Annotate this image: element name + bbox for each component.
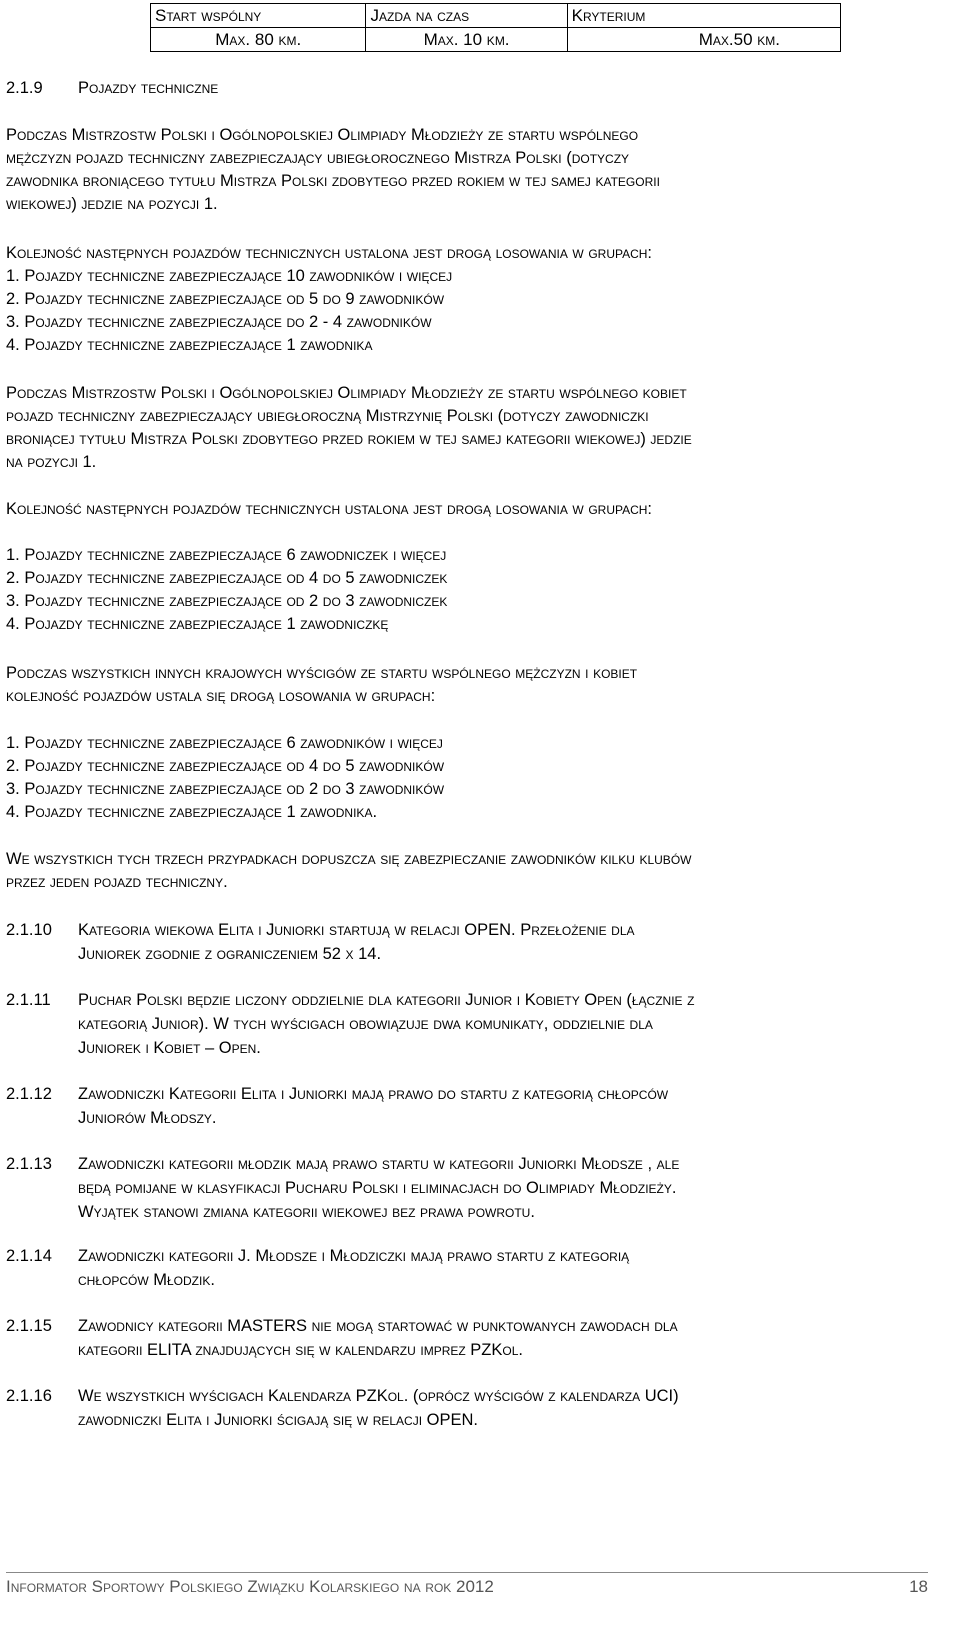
paragraph-line: na pozycji 1. xyxy=(6,453,97,471)
section-line: kategorią Junior). W tych wyścigach obowiązuje dwa komunikaty, oddzielnie dla xyxy=(78,1015,653,1033)
list-item: 4. Pojazdy techniczne zabezpieczające 1 zawodniczkę xyxy=(6,615,389,633)
section-line: zawodniczki Elita i Juniorki ścigają się w relacji OPEN. xyxy=(78,1411,478,1429)
paragraph-line: pojazd techniczny zabezpieczający ubiegłoroczną Mistrzynię Polski (dotyczy zawodniczki xyxy=(6,407,649,425)
section-number: 2.1.15 xyxy=(6,1317,52,1335)
paragraph-other-races xyxy=(6,662,890,708)
section-text xyxy=(78,1384,908,1432)
limits-header-row xyxy=(151,4,841,28)
paragraph-men xyxy=(6,124,890,216)
header-jazda-na-czas: Jazda na czas xyxy=(366,4,567,28)
section-line: kategorii ELITA znajdujących się w kalendarzu imprez PZKol. xyxy=(78,1341,523,1359)
list-item: 3. Pojazdy techniczne zabezpieczające od 2 do 3 zawodniczek xyxy=(6,592,448,610)
section-number: 2.1.9 xyxy=(6,79,43,97)
order-intro: Kolejność następnych pojazdów technicznych ustalona jest drogą losowania w grupach: xyxy=(6,500,653,518)
list-item: 2. Pojazdy techniczne zabezpieczające od 4 do 5 zawodniczek xyxy=(6,569,448,587)
section-line: Puchar Polski będzie liczony oddzielnie dla kategorii Junior i Kobiety Open (łącznie z xyxy=(78,991,695,1009)
list-item: 1. Pojazdy techniczne zabezpieczające 6 zawodniczek i więcej xyxy=(6,546,447,564)
paragraph-multiple-clubs xyxy=(6,848,890,894)
section-line: Zawodnicy kategorii MASTERS nie mogą startować w punktowanych zawodach dla xyxy=(78,1317,678,1335)
paragraph-line: Podczas wszystkich innych krajowych wyścigów ze startu wspólnego mężczyzn i kobiet xyxy=(6,664,638,682)
section-line: We wszystkich wyścigach Kalendarza PZKol. (oprócz wyścigów z kalendarza UCI) xyxy=(78,1387,679,1405)
section-title: Pojazdy techniczne xyxy=(78,79,219,97)
order-women-intro xyxy=(6,498,890,521)
list-item: 3. Pojazdy techniczne zabezpieczające od 2 do 3 zawodników xyxy=(6,780,445,798)
section-line: Zawodniczki kategorii J. Młodsze i Młodziczki mają prawo startu z kategorią xyxy=(78,1247,630,1265)
section-number: 2.1.12 xyxy=(6,1085,52,1103)
paragraph-line: zawodnika broniącego tytułu Mistrza Polski zdobytego przed rokiem w tej samej kategorii xyxy=(6,172,660,190)
paragraph-line: We wszystkich tych trzech przypadkach dopuszcza się zabezpieczanie zawodników kilku klubów xyxy=(6,850,692,868)
section-text xyxy=(78,1082,908,1130)
order-men-block xyxy=(6,242,890,357)
order-intro: Kolejność następnych pojazdów technicznych ustalona jest drogą losowania w grupach: xyxy=(6,244,653,262)
header-kryterium: Kryterium xyxy=(567,4,840,28)
paragraph-line: Podczas Mistrzostw Polski i Ogólnopolskiej Olimpiady Młodzieży ze startu wspólnego kobiet xyxy=(6,384,687,402)
page-footer xyxy=(6,1572,928,1597)
paragraph-line: przez jeden pojazd techniczny. xyxy=(6,873,228,891)
order-other-list xyxy=(6,732,890,824)
section-number: 2.1.14 xyxy=(6,1247,52,1265)
section-line: będą pomijane w klasyfikacji Pucharu Polski i eliminacjach do Olimpiady Młodzieży. xyxy=(78,1179,677,1197)
paragraph-line: wiekowej) jedzie na pozycji 1. xyxy=(6,195,218,213)
section-text xyxy=(78,918,908,966)
section-number: 2.1.13 xyxy=(6,1155,52,1173)
list-item: 3. Pojazdy techniczne zabezpieczające do 2 - 4 zawodników xyxy=(6,313,432,331)
list-item: 4. Pojazdy techniczne zabezpieczające 1 zawodnika xyxy=(6,336,373,354)
section-text xyxy=(78,1152,908,1224)
section-line: Kategoria wiekowa Elita i Juniorki startują w relacji OPEN. Przełożenie dla xyxy=(78,921,635,939)
limits-value-row xyxy=(151,28,841,52)
order-women-list xyxy=(6,544,890,636)
list-item: 1. Pojazdy techniczne zabezpieczające 6 zawodników i więcej xyxy=(6,734,443,752)
paragraph-line: kolejność pojazdów ustala się drogą losowania w grupach: xyxy=(6,687,436,705)
paragraph-line: broniącej tytułu Mistrza Polski zdobytego przed rokiem w tej samej kategorii wiekowej) jedzie xyxy=(6,430,692,448)
section-line: chłopców Młodzik. xyxy=(78,1271,215,1289)
section-line: Juniorek i Kobiet – Open. xyxy=(78,1039,261,1057)
section-line: Zawodniczki Kategorii Elita i Juniorki mają prawo do startu z kategorią chłopców xyxy=(78,1085,669,1103)
limits-table xyxy=(150,3,841,52)
footer-text: Informator Sportowy Polskiego Związku Kolarskiego na rok 2012 xyxy=(6,1577,494,1596)
section-number: 2.1.11 xyxy=(6,991,51,1009)
paragraph-women xyxy=(6,382,890,474)
section-line: Wyjątek stanowi zmiana kategorii wiekowej bez prawa powrotu. xyxy=(78,1203,535,1221)
paragraph-line: Podczas Mistrzostw Polski i Ogólnopolskiej Olimpiady Młodzieży ze startu wspólnego xyxy=(6,126,639,144)
section-line: Zawodniczki kategorii młodzik mają prawo startu w kategorii Juniorki Młodsze , ale xyxy=(78,1155,680,1173)
section-text xyxy=(78,1314,908,1362)
section-text xyxy=(78,988,908,1060)
page-number: 18 xyxy=(909,1577,928,1596)
section-line: Juniorów Młodszy. xyxy=(78,1109,217,1127)
list-item: 1. Pojazdy techniczne zabezpieczające 10 zawodników i więcej xyxy=(6,267,453,285)
list-item: 2. Pojazdy techniczne zabezpieczające od 4 do 5 zawodników xyxy=(6,757,445,775)
section-number: 2.1.16 xyxy=(6,1387,52,1405)
header-start-wspolny: Start wspólny xyxy=(151,4,366,28)
list-item: 2. Pojazdy techniczne zabezpieczające od 5 do 9 zawodników xyxy=(6,290,445,308)
value-start-wspolny: Max. 80 km. xyxy=(151,28,366,52)
section-line: Juniorek zgodnie z ograniczeniem 52 x 14. xyxy=(78,945,382,963)
list-item: 4. Pojazdy techniczne zabezpieczające 1 zawodnika. xyxy=(6,803,378,821)
value-jazda-na-czas: Max. 10 km. xyxy=(366,28,567,52)
section-text xyxy=(78,1244,908,1292)
section-number: 2.1.10 xyxy=(6,921,52,939)
value-kryterium: Max.50 km. xyxy=(567,28,840,52)
paragraph-line: mężczyzn pojazd techniczny zabezpieczający ubiegłorocznego Mistrza Polski (dotyczy xyxy=(6,149,630,167)
